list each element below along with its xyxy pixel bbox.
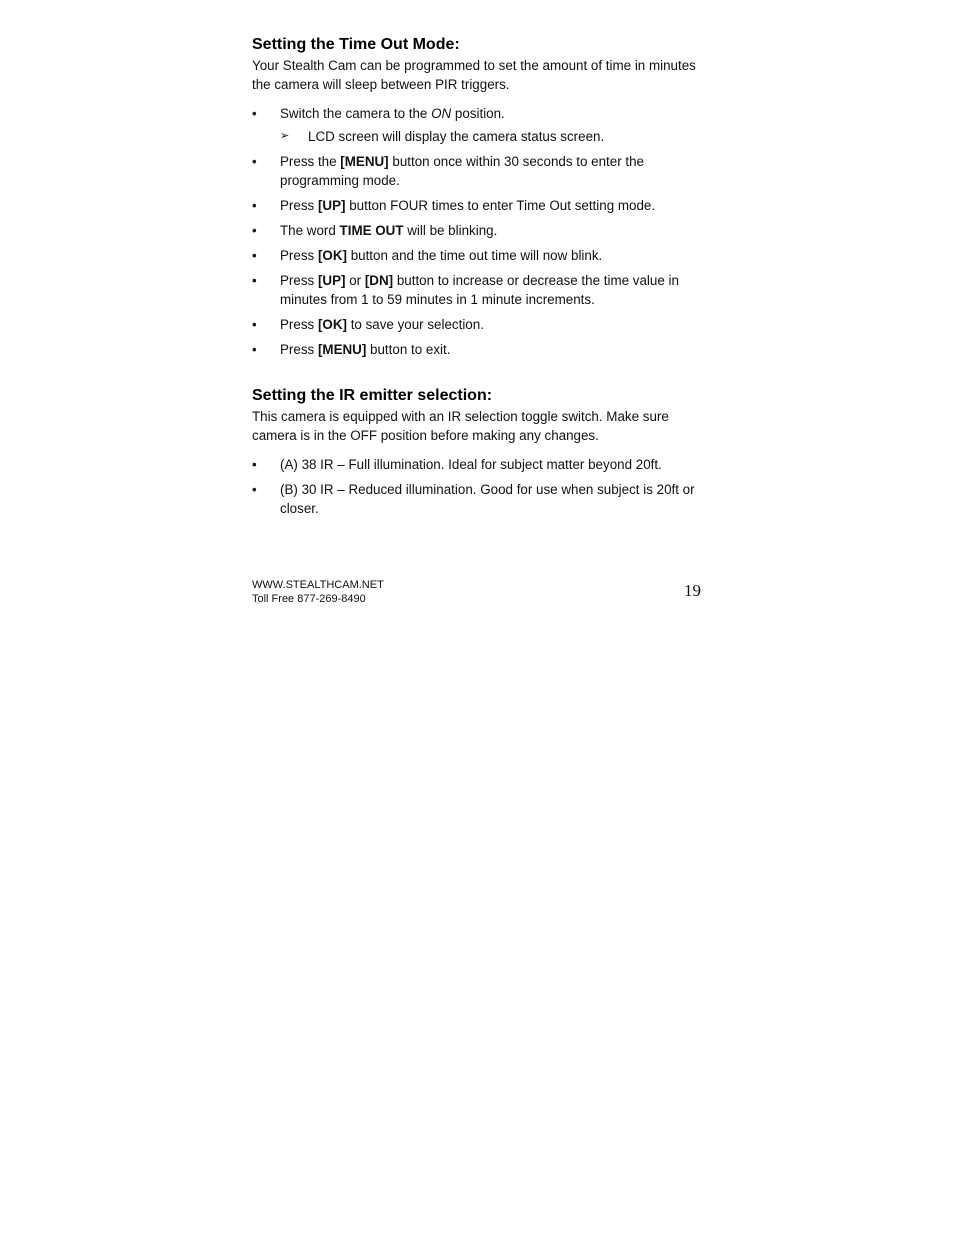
page-content: [252, 34, 704, 524]
bullet-icon: •: [252, 223, 257, 238]
list-item: • Press the [MENU] button once within 30 seconds to enter the programming mode.: [252, 154, 644, 188]
ir-options-list: [252, 455, 704, 518]
list-item: • The word TIME OUT will be blinking.: [252, 223, 498, 238]
bullet-icon: •: [252, 154, 257, 169]
section-intro-ir-emitter: This camera is equipped with an IR selection toggle switch. Make sure camera is in the OFF position before making any changes.: [252, 409, 669, 443]
bullet-icon: •: [252, 273, 257, 288]
section-intro-time-out: Your Stealth Cam can be programmed to set the amount of time in minutes the camera will sleep between PIR triggers.: [252, 58, 696, 92]
bullet-icon: •: [252, 248, 257, 263]
section-heading-ir-emitter: Setting the IR emitter selection:: [252, 387, 493, 404]
list-item: • Switch the camera to the ON position. ➢ LCD screen will display the camera status screen.: [252, 104, 704, 146]
sub-list: [280, 127, 704, 146]
bullet-icon: •: [252, 106, 257, 121]
list-item: • Press [UP] button FOUR times to enter Time Out setting mode.: [252, 198, 656, 213]
sub-list-item: ➢ LCD screen will display the camera status screen.: [280, 129, 605, 144]
bullet-icon: •: [252, 342, 257, 357]
footer-website: WWW.STEALTHCAM.NET: [252, 579, 384, 591]
bullet-icon: •: [252, 457, 257, 472]
arrow-bullet-icon: ➢: [280, 130, 290, 142]
page-footer: [252, 578, 704, 608]
section-heading-time-out: Setting the Time Out Mode:: [252, 36, 460, 53]
list-item: • (A) 38 IR – Full illumination. Ideal for subject matter beyond 20ft.: [252, 457, 662, 472]
bullet-icon: •: [252, 482, 257, 497]
footer-contact: [252, 578, 384, 606]
list-item: • Press [OK] to save your selection.: [252, 317, 484, 332]
bullet-icon: •: [252, 198, 257, 213]
page-number: 19: [684, 581, 701, 600]
list-item: • Press [OK] button and the time out time will now blink.: [252, 248, 603, 263]
list-item: • Press [MENU] button to exit.: [252, 342, 451, 357]
bullet-icon: •: [252, 317, 257, 332]
list-item: • Press [UP] or [DN] button to increase or decrease the time value in minutes from 1 to 59 minutes in 1 minute increments.: [252, 273, 679, 307]
time-out-steps-list: [252, 104, 704, 359]
list-item: • (B) 30 IR – Reduced illumination. Good for use when subject is 20ft or closer.: [252, 482, 695, 516]
footer-phone: Toll Free 877-269-8490: [252, 593, 366, 605]
